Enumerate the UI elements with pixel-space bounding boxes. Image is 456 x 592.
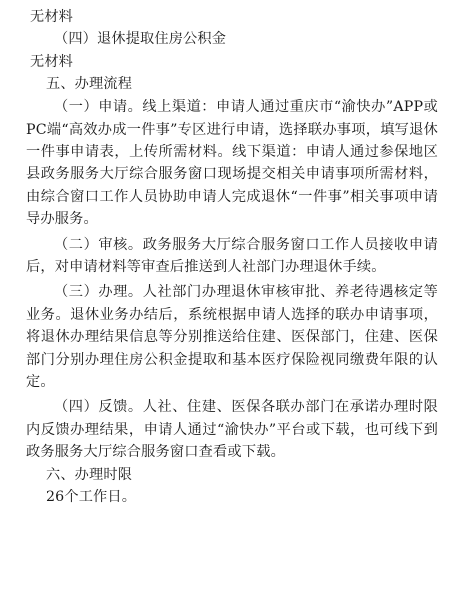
paragraph-processing: （三）办理。人社部门办理退休审核审批、养老待遇核定等业务。退休业务办结后，系统根据申请人选择的联办申请事项，将退休办理结果信息等分别推送给住建、医保部门，住建、医保部门分别办理住房公积金提取和基本医疗保险视同缴费年限的认定。 — [26, 284, 438, 391]
paragraph-application: （一）申请。线上渠道：申请人通过重庆市“渝快办”APP或PC端“高效办成一件事”专区进行申请，选择联办事项，填写退休一件事申请表，上传所需材料。线下渠道：申请人通过参保地区县政务服务大厅综合服务窗口现场提交相关申请事项所需材料，由综合窗口工作人员协助申请人完成退休“一件事”相关事项申请导办服务。 — [26, 99, 438, 228]
time-limit-days: 26个工作日。 — [46, 488, 137, 505]
no-material-text-1: 无材料 — [30, 9, 74, 25]
paragraph-review: （二）审核。政务服务大厅综合服务窗口工作人员接收申请后，对申请材料等审查后推送到人社部门办理退休手续。 — [26, 236, 438, 276]
subheading-retirement-housing-fund: （四）退休提取住房公积金 — [54, 31, 227, 48]
section-heading-process: 五、办理流程 — [46, 75, 133, 92]
no-material-text-2: 无材料 — [30, 53, 74, 70]
paragraph-feedback: （四）反馈。人社、住建、医保各联办部门在承诺办理时限内反馈办理结果，申请人通过“渝快办”平台或下载，也可线下到政务服务大厅综合服务窗口查看或下载。 — [26, 399, 438, 461]
section-heading-time-limit: 六、办理时限 — [46, 466, 133, 483]
